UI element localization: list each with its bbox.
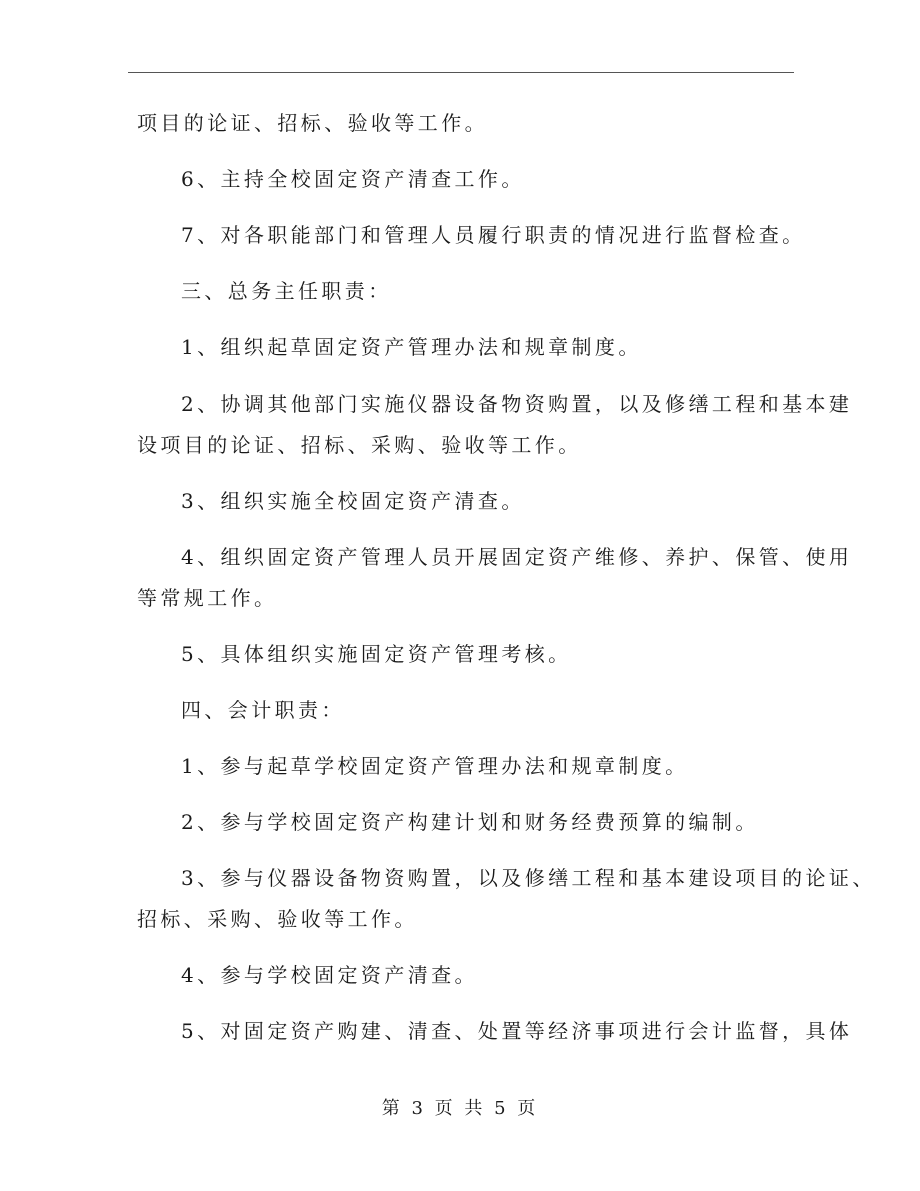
section-heading: 四、会计职责： [181,698,345,722]
text-line: 2、协调其他部门实施仪器设备物资购置，以及修缮工程和基本建 [181,392,853,416]
text-line: 4、参与学校固定资产清查。 [181,963,478,987]
text-line: 6、主持全校固定资产清查工作。 [181,167,525,191]
text-line: 5、对固定资产购建、清查、处置等经济事项进行会计监督，具体 [181,1019,853,1043]
text-line: 1、组织起草固定资产管理办法和规章制度。 [181,335,642,359]
text-line: 设项目的论证、招标、采购、验收等工作。 [137,433,582,457]
text-line: 3、组织实施全校固定资产清查。 [181,489,525,513]
text-line: 2、参与学校固定资产构建计划和财务经费预算的编制。 [181,810,759,834]
text-line: 项目的论证、招标、验收等工作。 [137,111,488,135]
page-number-footer: 第 3 页 共 5 页 [381,1098,539,1119]
text-line: 3、参与仪器设备物资购置，以及修缮工程和基本建设项目的论证、 [181,866,876,890]
text-line: 7、对各职能部门和管理人员履行职责的情况进行监督检查。 [181,223,806,247]
text-line: 招标、采购、验收等工作。 [137,907,418,931]
text-line: 5、具体组织实施固定资产管理考核。 [181,642,572,666]
text-line: 4、组织固定资产管理人员开展固定资产维修、养护、保管、使用 [181,545,853,569]
text-line: 等常规工作。 [137,586,278,610]
header-rule [128,72,794,73]
text-line: 1、参与起草学校固定资产管理办法和规章制度。 [181,754,689,778]
section-heading: 三、总务主任职责： [181,279,392,303]
